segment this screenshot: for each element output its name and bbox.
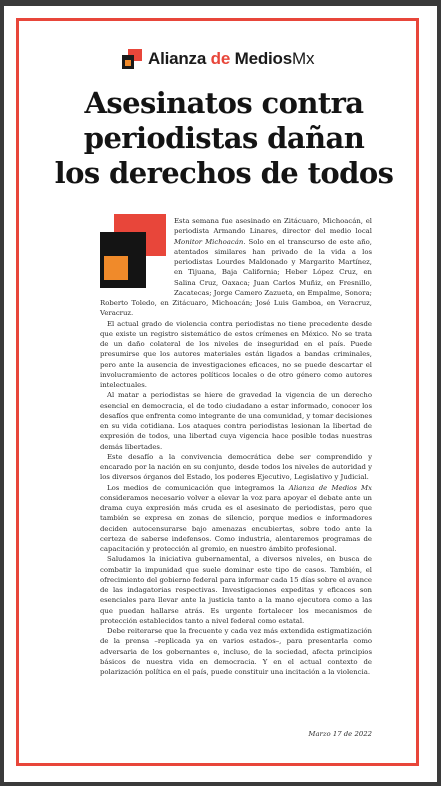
headline-line-1: Asesinatos contra xyxy=(84,86,364,120)
paragraph-7: Debe reiterarse que la frecuente y cada vez más extendida estigmatización de la prensa –replicada ya en varios estados–, para presentarla como adversaria de los gobernantes e, incluso, de la sociedad, afecta principios básicos de nuestra vida en democracia. Y en el actual contexto de polarización política en el país, puede constituir una incitación a la violencia. xyxy=(100,627,372,676)
headline-line-2: periodistas dañan xyxy=(83,121,365,155)
publication-date: Marzo 17 de 2022 xyxy=(308,730,372,738)
alianza-de-medios-logo xyxy=(122,46,314,72)
paragraph-3: Al matar a periodistas se hiere de gravedad la vigencia de un derecho esencial en democracia, el de todo ciudadano a estar informado, conocer los desafíos que enfrenta como integrante de una comunidad, y tomar decisiones en su vida cotidiana. Los ataques contra periodistas lesionan la libertad de expresión de todos, una libertad cuya vigencia hace posible todas nuestras demás libertades. xyxy=(100,391,372,451)
newspaper-page xyxy=(4,6,437,782)
headline-line-3: los derechos de todos xyxy=(54,156,394,190)
headline xyxy=(24,86,424,191)
paragraph-1: Esta semana fue asesinado en Zitácuaro, Michoacán, el periodista Armando Linares, director del medio local Monitor Michoacán. Solo en el transcurso de este año, atentados similares han privado de la vida a los periodistas Lourdes Maldonado y Margarito Martínez, en Tijuana, Baja California; Heber López Cruz, en Salina Cruz, Oaxaca; Juan Carlos Muñiz, en Fresnillo, Zacatecas; Jorge Camero Zazueta, en Empalme, Sonora; Roberto Toledo, en Zitácuaro, Michoacán; José Luis Gamboa, en Veracruz, Veracruz. xyxy=(100,217,373,318)
paragraph-4: Este desafío a la convivencia democrática debe ser comprendido y encarado por la nación en su conjunto, desde todos los niveles de autoridad y los diversos órganos del Estado, los poderes Ejecutivo, Legislativo y Judicial. xyxy=(100,452,372,482)
paragraph-6: Saludamos la iniciativa gubernamental, a diversos niveles, en busca de combatir la impunidad que suele dominar este tipo de casos. También, el ofrecimiento del gobierno federal para informar cada 15 días sobre el avance de las indagatorias respectivas. Investigaciones expeditas y eficaces son esenciales para llevar ante la justicia tanto a la mano ejecutora como a las que puedan hallarse atrás. Es urgente fortalecer los mecanismos de protección establecidos tanto a nivel federal como estatal. xyxy=(100,555,372,625)
logo-squares-icon xyxy=(122,49,142,69)
paragraph-5: Los medios de comunicación que integramos la Alianza de Medios Mx consideramos necesario volver a elevar la voz para apoyar el debate ante un drama cuya expresión más cruda es el asesinato de periodistas, pero que también se expresa en zonas de silencio, porque medios e informadores deciden autocensurarse bajo amenazas encubiertas, sobre todo ante la certeza de saberse indefensos. Como industria, alentaremos programas de capacitación y protección al gremio, en nuestro ámbito profesional. xyxy=(100,483,372,553)
paragraph-2: El actual grado de violencia contra periodistas no tiene precedente desde que existe un registro sistemático de estos crímenes en México. No se trata de un daño colateral de los niveles de inseguridad en el país. Puede presumirse que los autores materiales están ligados a bandas criminales, pero ante la ausencia de investigaciones eficaces, no se puede descartar el involucramiento de actores políticos locales o de otro género como autores intelectuales. xyxy=(100,319,372,389)
article-body xyxy=(100,216,372,677)
logo-wordmark: Alianza de MediosMx xyxy=(148,49,315,68)
